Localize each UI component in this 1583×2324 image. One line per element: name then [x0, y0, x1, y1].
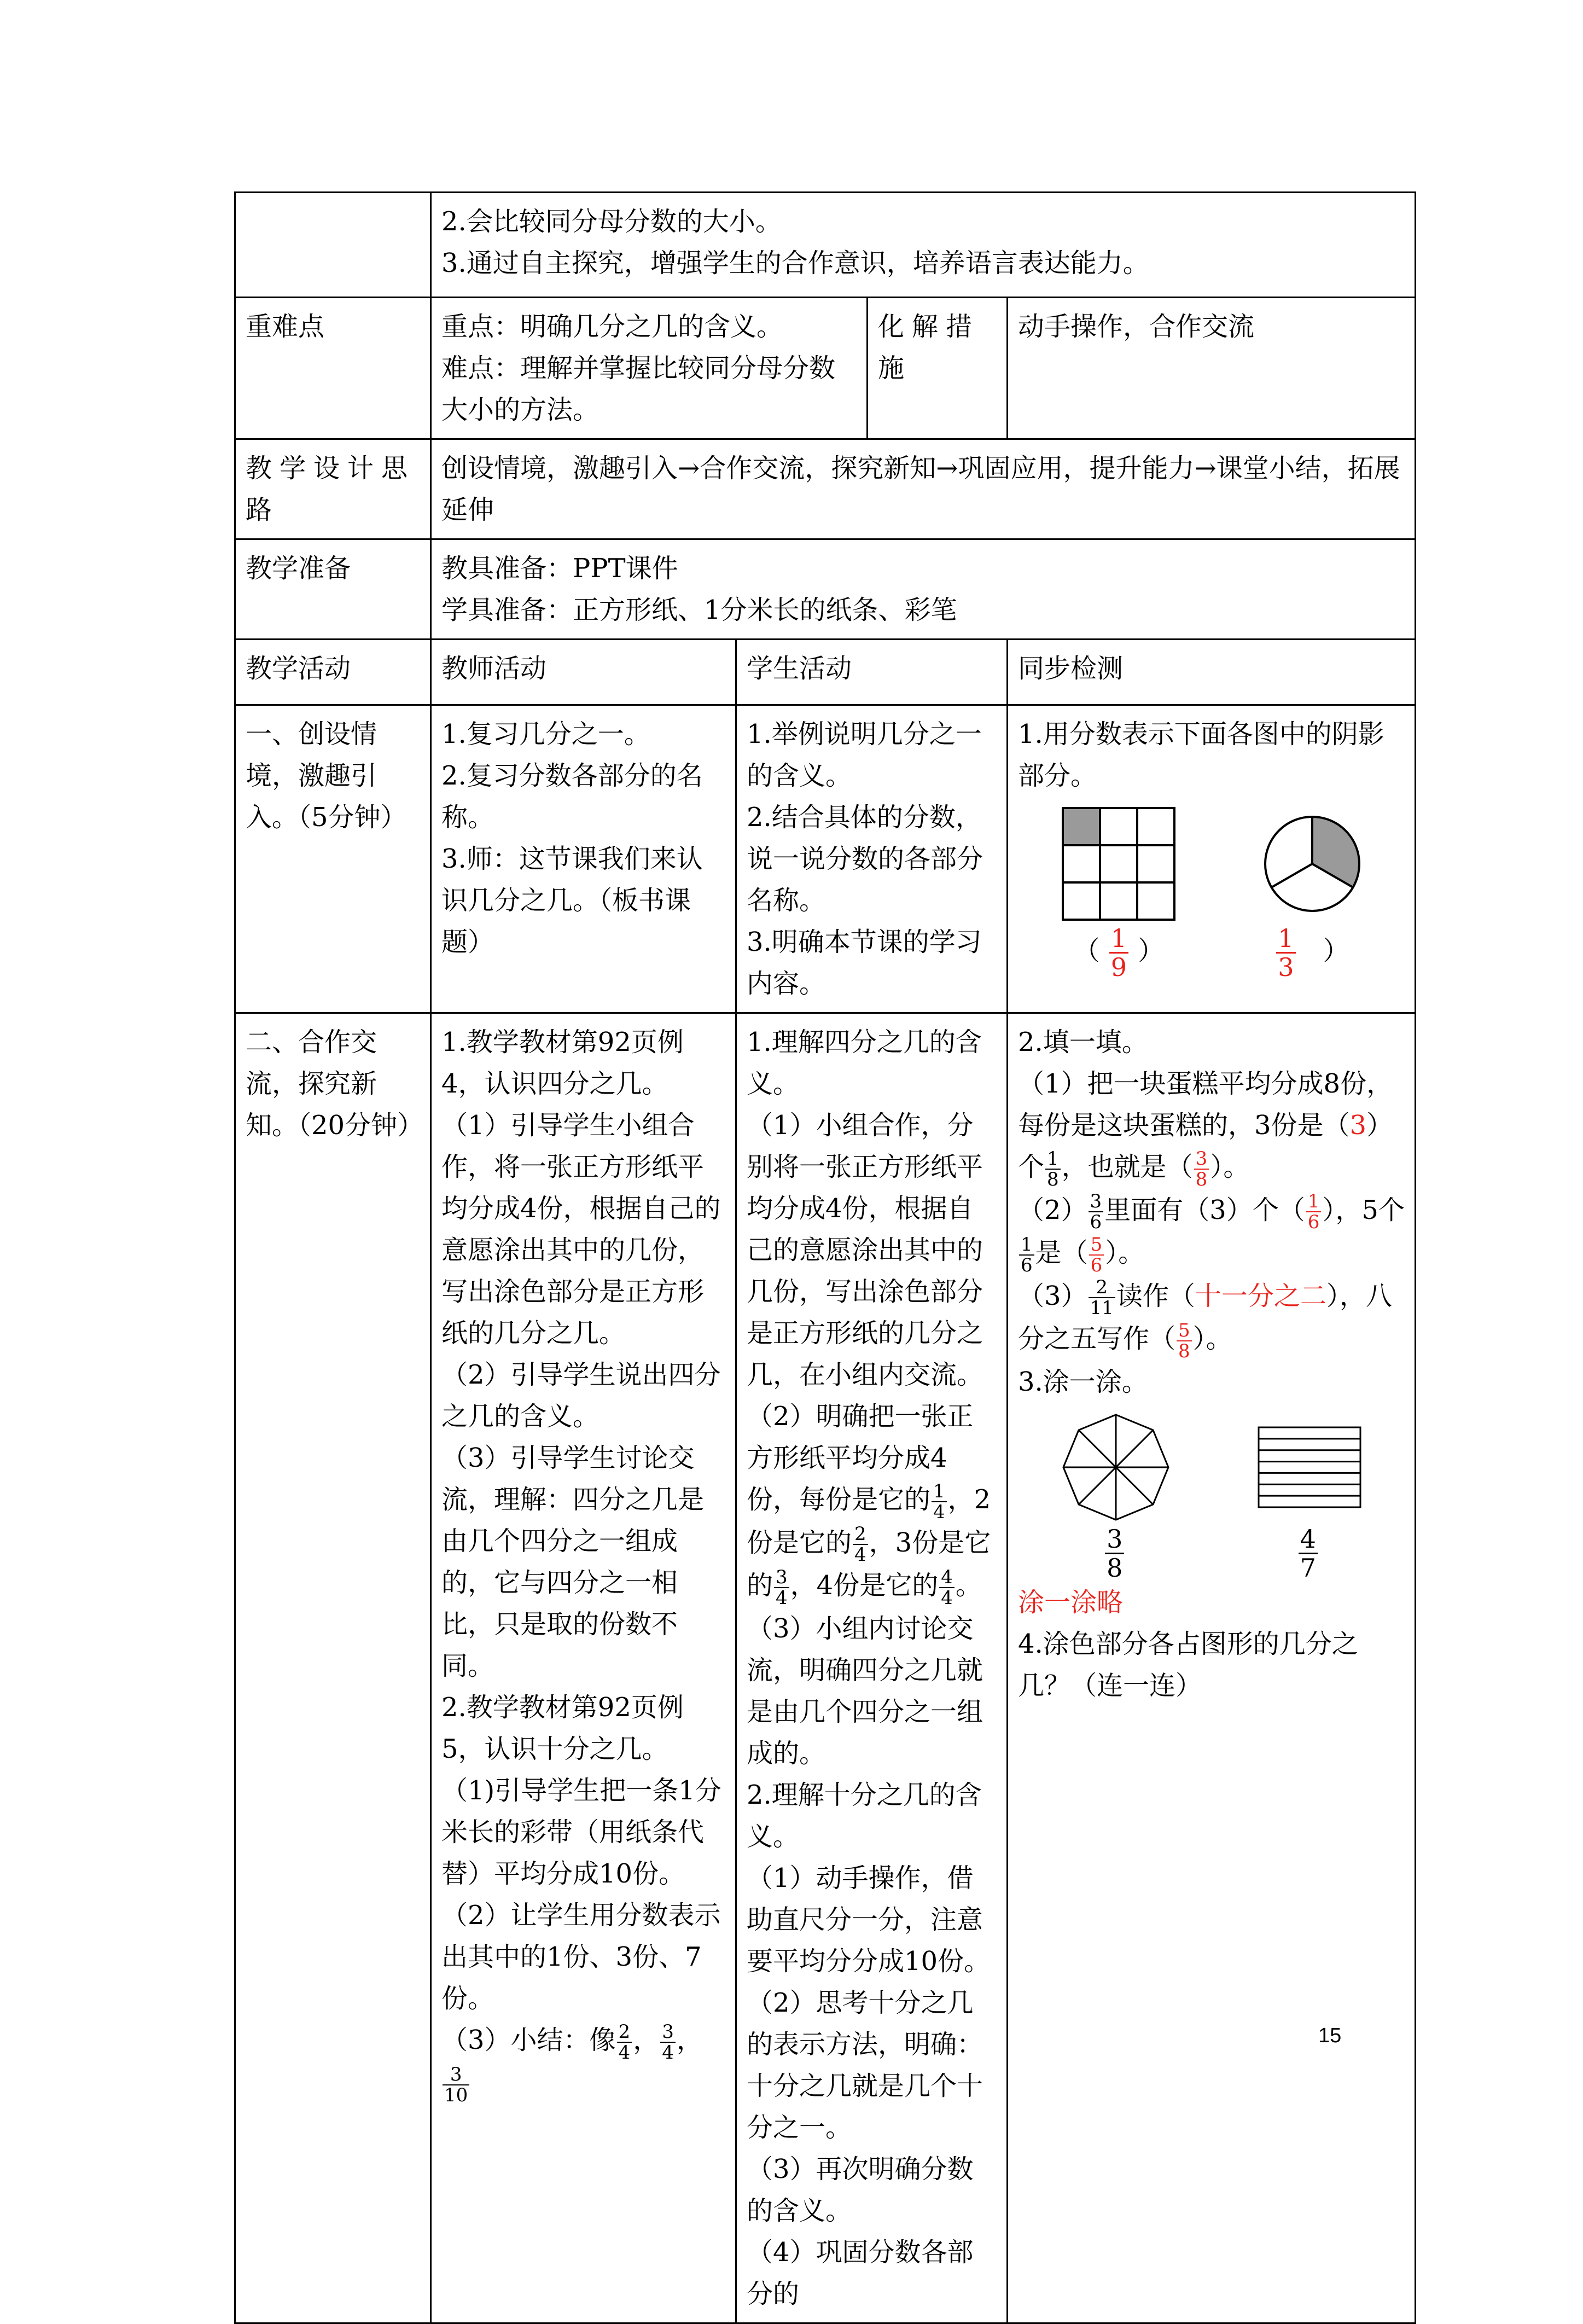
prep-teacher: 教具准备：PPT课件 — [441, 553, 678, 584]
lesson-plan-table — [234, 191, 1416, 2324]
section1-student-3: 3.明确本节课的学习内容。 — [747, 927, 982, 999]
section2-teacher-7: （2）让学生用分数表示出其中的1份、3份、7份。 — [441, 1900, 721, 2014]
fraction-3-8-label: $\frac{3}{8}$ — [1105, 1525, 1124, 1582]
header-activity: 教学活动 — [235, 640, 431, 705]
fraction-2-4: $\frac{2}{4}$ — [617, 2022, 632, 2062]
header-teacher: 教师活动 — [431, 640, 736, 705]
fraction-3-8-answer: $\frac{3}{8}$ — [1194, 1149, 1209, 1189]
check-2-title: 2.填一填。 — [1018, 1027, 1148, 1058]
header-student: 学生活动 — [736, 640, 1008, 705]
design-value: 创设情境，激趣引入→合作交流，探究新知→巩固应用，提升能力→课堂小结，拓展延伸 — [431, 439, 1416, 539]
fraction-2-4-b: $\frac{2}{4}$ — [853, 1524, 868, 1565]
check-3-title: 3.涂一涂。 — [1018, 1366, 1148, 1397]
grid-square-figure — [1061, 806, 1176, 921]
section2-student-6: （1）动手操作，借助直尺分一分，注意要平均分分成10份。 — [747, 1862, 991, 1977]
section2-row — [235, 1013, 1416, 2323]
fraction-1-6-answer: $\frac{1}{6}$ — [1306, 1192, 1322, 1232]
fraction-1-6: $\frac{1}{6}$ — [1019, 1235, 1034, 1275]
striped-rectangle-figure — [1258, 1426, 1361, 1508]
section2-student-7: （2）思考十分之几的表示方法，明确：十分之几就是几个十分之一。 — [747, 1987, 983, 2143]
section1-answers — [1018, 925, 1405, 981]
section2-teacher-1: 1.教学教材第92页例4，认识四分之几。 — [441, 1027, 684, 1099]
section1-row — [235, 705, 1416, 1013]
check-2-item-3: （3） $\frac{2}{11}$ 读作（十一分之二），八分之五写作（ $\frac{5}{8}$ ）。 — [1018, 1276, 1392, 1362]
prep-label: 教学准备 — [235, 539, 431, 640]
fraction-5-8-answer: $\frac{5}{8}$ — [1177, 1321, 1192, 1361]
answer-2-wrap: $\frac{1}{3}$ ） — [1275, 925, 1349, 981]
measure-label: 化解措施 — [868, 298, 1008, 439]
fraction-5-6-answer: $\frac{5}{6}$ — [1089, 1235, 1104, 1275]
circle-thirds-figure — [1263, 815, 1361, 913]
section1-student-1: 1.举例说明几分之一的含义。 — [747, 719, 982, 791]
section2-teacher-3: （2）引导学生说出四分之几的含义。 — [441, 1359, 721, 1432]
section2-student-3: （2）明确把一张正方形纸平均分成4份，每份是它的 $\frac{1}{4}$ ，2份是它的 $\frac{2}{4}$ ，3份是它的 $\frac{3}{4}$ ，4份是它的 $\frac{4}{4}$ 。 — [747, 1401, 991, 1609]
design-row — [235, 439, 1416, 539]
section2-teacher-8: （3）小结：像 $\frac{2}{4}$ ， $\frac{3}{4}$ ， $\frac{3}{10}$ — [441, 2020, 703, 2106]
fraction-1-4: $\frac{1}{4}$ — [932, 1481, 947, 1522]
check-2-item-1: （1）把一块蛋糕平均分成8份，每份是这块蛋糕的，3份是（3）个 $\frac{1}{8}$ ，也就是（ $\frac{3}{8}$ ）。 — [1018, 1068, 1393, 1190]
design-label: 教学设计思路 — [235, 439, 431, 539]
section1-figures — [1018, 806, 1405, 921]
page-number: 15 — [1318, 2024, 1342, 2047]
section2-teacher-2: （1）引导学生小组合作，将一张正方形纸平均分成4份，根据自己的意愿涂出其中的几份，写出涂色部分是正方形纸的几分之几。 — [441, 1110, 721, 1349]
section2-title: 二、合作交流，探究新知。（20分钟） — [235, 1013, 431, 2323]
section2-check — [1008, 1013, 1416, 2323]
fraction-4-4: $\frac{4}{4}$ — [939, 1567, 955, 1608]
header-check: 同步检测 — [1008, 640, 1416, 705]
section2-student-1: 1.理解四分之几的含义。 — [747, 1027, 982, 1099]
section1-teacher — [431, 705, 736, 1013]
section2-student-2: （1）小组合作，分别将一张正方形纸平均分成4份，根据自己的意愿涂出其中的几份，写出涂色部分是正方形纸的几分之几，在小组内交流。 — [747, 1110, 983, 1390]
prep-row — [235, 539, 1416, 640]
section1-student-2: 2.结合具体的分数，说一说分数的各部分名称。 — [747, 802, 983, 916]
objective-2: 2.会比较同分母分数的大小。 — [441, 206, 782, 237]
octagon-figure — [1061, 1413, 1171, 1522]
prep-student: 学具准备：正方形纸、1分米长的纸条、彩笔 — [441, 595, 957, 625]
key-point: 重点：明确几分之几的含义。 — [441, 311, 783, 342]
check-2-item-2: （2） $\frac{3}{6}$ 里面有（3）个（ $\frac{1}{6}$ ），5个 $\frac{1}{6}$ 是（ $\frac{5}{6}$ ）。 — [1018, 1190, 1405, 1276]
objectives-row — [235, 193, 1416, 298]
section2-teacher-6: （1)引导学生把一条1分米长的彩带（用纸条代替）平均分成10份。 — [441, 1775, 721, 1889]
fraction-3-4: $\frac{3}{4}$ — [660, 2022, 676, 2062]
section2-teacher — [431, 1013, 736, 2323]
difficulty-row — [235, 298, 1416, 439]
answer-2-fraction: $\frac{1}{3}$ — [1276, 925, 1295, 981]
objective-3: 3.通过自主探究，增强学生的合作意识，培养语言表达能力。 — [441, 248, 1149, 278]
prep-cell — [431, 539, 1416, 640]
difficulty-points — [431, 298, 868, 439]
section1-teacher-1: 1.复习几分之一。 — [441, 719, 650, 750]
hard-point: 难点：理解并掌握比较同分母分数大小的方法。 — [441, 353, 836, 425]
section1-teacher-3: 3.师：这节课我们来认识几分之几。（板书课题） — [441, 844, 703, 957]
fraction-3-10: $\frac{3}{10}$ — [443, 2065, 469, 2105]
answer-1-wrap: （ $\frac{1}{9}$ ） — [1073, 923, 1165, 982]
fraction-1-8: $\frac{1}{8}$ — [1045, 1149, 1061, 1189]
check-3-answer: 涂一涂略 — [1018, 1587, 1124, 1618]
section2-teacher-5: 2.教学教材第92页例5，认识十分之几。 — [441, 1692, 684, 1764]
section1-check-intro: 1.用分数表示下面各图中的阴影部分。 — [1018, 719, 1384, 791]
fraction-4-7-label: $\frac{4}{7}$ — [1299, 1525, 1318, 1582]
section1-title: 一、创设情境，激趣引入。（5分钟） — [235, 705, 431, 1013]
header-row — [235, 640, 1416, 705]
fraction-3-4-b: $\frac{3}{4}$ — [774, 1567, 789, 1608]
measure-value: 动手操作，合作交流 — [1008, 298, 1416, 439]
section2-student-9: （4）巩固分数各部分的 — [747, 2236, 974, 2309]
objectives-label-cell — [235, 193, 431, 298]
section2-student — [736, 1013, 1008, 2323]
section2-student-4: （3）小组内讨论交流，明确四分之几就是由几个四分之一组成的。 — [747, 1613, 983, 1769]
check-4-title: 4.涂色部分各占图形的几分之几？（连一连） — [1018, 1628, 1358, 1701]
fraction-3-6: $\frac{3}{6}$ — [1089, 1192, 1104, 1232]
check-3-labels — [1018, 1525, 1405, 1582]
section2-student-5: 2.理解十分之几的含义。 — [747, 1779, 982, 1852]
fraction-2-11: $\frac{2}{11}$ — [1089, 1277, 1115, 1318]
section2-teacher-4: （3）引导学生讨论交流，理解：四分之几是由几个四分之一组成的，它与四分之一相比，只是取的份数不同。 — [441, 1443, 705, 1681]
difficulty-label: 重难点 — [235, 298, 431, 439]
objectives-cell — [431, 193, 1416, 298]
section1-check — [1008, 705, 1416, 1013]
section1-teacher-2: 2.复习分数各部分的名称。 — [441, 760, 703, 833]
check-3-figures — [1018, 1413, 1405, 1522]
answer-1-fraction: $\frac{1}{9}$ — [1109, 925, 1128, 981]
section2-student-8: （3）再次明确分数的含义。 — [747, 2153, 974, 2226]
section1-student — [736, 705, 1008, 1013]
